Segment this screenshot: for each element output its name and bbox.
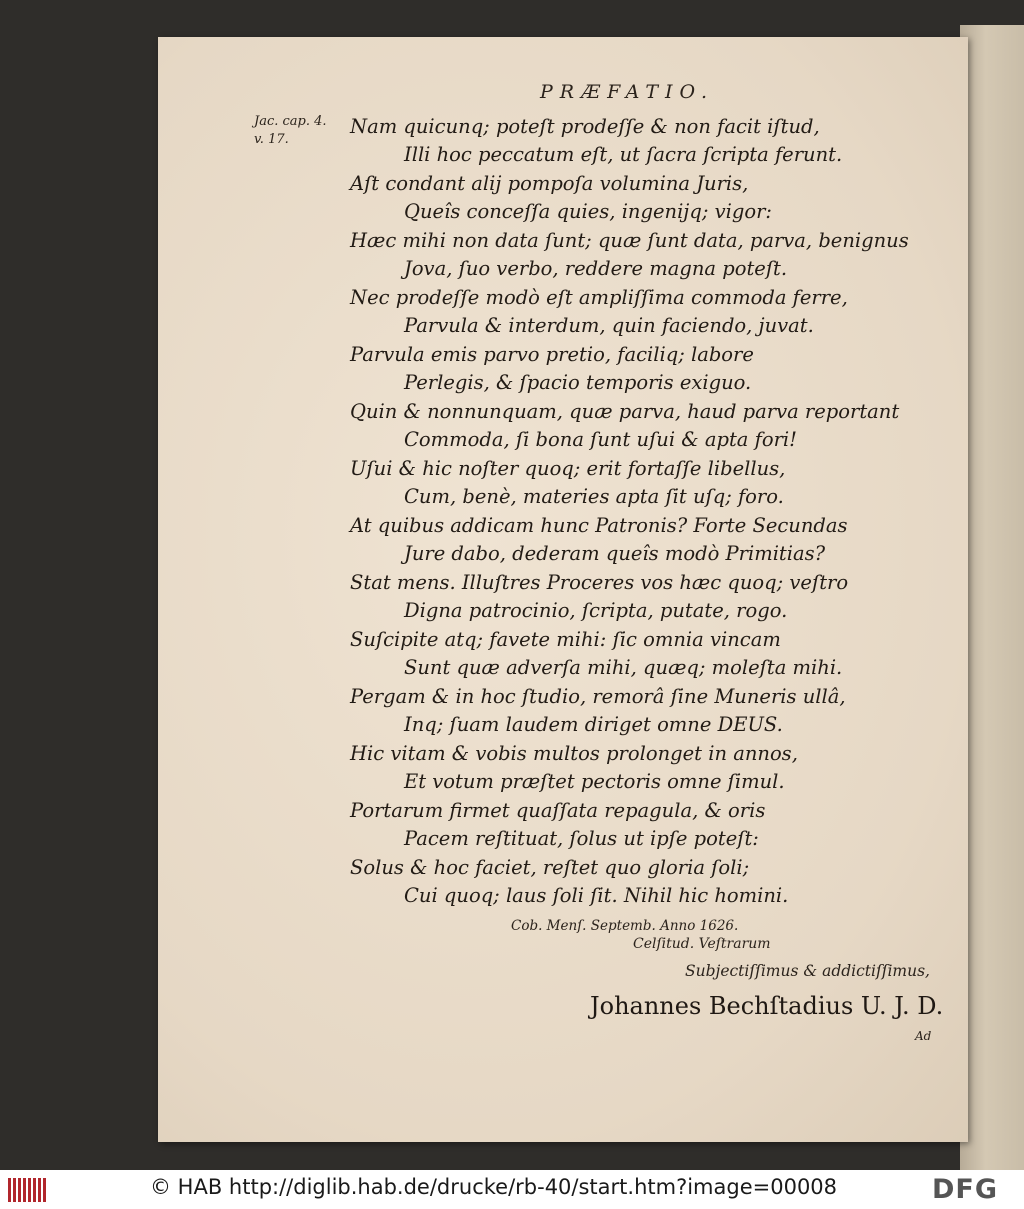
verse-line: Perlegis, & ſpacio temporis exiguo.: [404, 371, 752, 394]
verse-line: Et votum præſtet pectoris omne ſimul.: [404, 770, 785, 793]
author-signature: Johannes Bechſtadius U. J. D.: [590, 992, 944, 1020]
verse-line: Parvula emis parvo pretio, faciliq; labore: [350, 343, 754, 366]
page-heading: PRÆFATIO.: [540, 81, 715, 103]
verse-line: Stat mens. Illuſtres Proceres vos hæc quoq; veſtro: [350, 571, 849, 594]
verse-line: Illi hoc peccatum eſt, ut ſacra ſcripta ferunt.: [404, 143, 843, 166]
verse-line: Sunt quæ adverſa mihi, quæq; moleſta mihi.: [404, 656, 843, 679]
verse-line: Digna patrocinio, ſcripta, putate, rogo.: [404, 599, 788, 622]
verse-line: Inq; ſuam laudem diriget omne DEUS.: [404, 713, 783, 736]
verse-line: Quin & nonnunquam, quæ parva, haud parva reportant: [350, 400, 900, 423]
verse-line: Solus & hoc faciet, reſtet quo gloria ſoli;: [350, 856, 750, 879]
hab-logo-icon[interactable]: [8, 1178, 48, 1202]
verse-line: Cum, benè, materies apta ſit uſq; foro.: [404, 485, 784, 508]
verse-line: Jova, ſuo verbo, reddere magna poteſt.: [404, 257, 788, 280]
marginal-note: [254, 113, 327, 149]
verse-line: Suſcipite atq; favete mihi: ſic omnia vincam: [350, 628, 781, 651]
footer-credit-link[interactable]: © HAB http://diglib.hab.de/drucke/rb-40/start.htm?image=00008: [150, 1175, 838, 1199]
catchword: Ad: [915, 1029, 932, 1043]
verse-line: Commoda, ſi bona ſunt uſui & apta fori!: [404, 428, 797, 451]
verse-line: Queîs conceſſa quies, ingenijq; vigor:: [404, 200, 772, 223]
verse-line: Parvula & interdum, quin faciendo, juvat.: [404, 314, 814, 337]
verse-line: Portarum firmet quaſſata repagula, & oris: [350, 799, 766, 822]
footer-bar: [0, 1170, 1024, 1209]
dfg-logo-icon[interactable]: DFG: [932, 1174, 999, 1205]
verse-line: Pacem reſtituat, ſolus ut ipſe poteſt:: [404, 827, 759, 850]
document-page: [158, 37, 968, 1142]
verse-line: Nec prodeſſe modò eſt ampliſſima commoda ferre,: [350, 286, 848, 309]
verse-line: Nam quicunq; poteſt prodeſſe & non facit iſtud,: [350, 115, 820, 138]
marginal-note-line-1: Jac. cap. 4.: [254, 114, 327, 129]
verse-line: Jure dabo, dederam queîs modò Primitias?: [404, 542, 826, 565]
underlying-page: [960, 25, 1024, 1170]
verse-line: Hæc mihi non data ſunt; quæ ſunt data, parva, benignus: [350, 229, 909, 252]
verse-line: Hic vitam & vobis multos prolonget in annos,: [350, 742, 798, 765]
subjectissimus-line: Subjectiſſimus & addictiſſimus,: [685, 962, 930, 980]
marginal-note-line-2: v. 17.: [254, 132, 289, 147]
verse-line: At quibus addicam hunc Patronis? Forte Secundas: [350, 514, 848, 537]
date-line: Cob. Menſ. Septemb. Anno 1626.: [511, 918, 739, 934]
verse-line: Aſt condant alij pompoſa volumina Juris,: [350, 172, 749, 195]
verse-line: Uſui & hic noſter quoq; erit fortaſſe libellus,: [350, 457, 786, 480]
verse-line: Cui quoq; laus ſoli ſit. Nihil hic homini.: [404, 884, 789, 907]
celsitud-line: Celſitud. Veſtrarum: [633, 936, 771, 952]
verse-line: Pergam & in hoc ſtudio, remorâ ſine Muneris ullâ,: [350, 685, 846, 708]
